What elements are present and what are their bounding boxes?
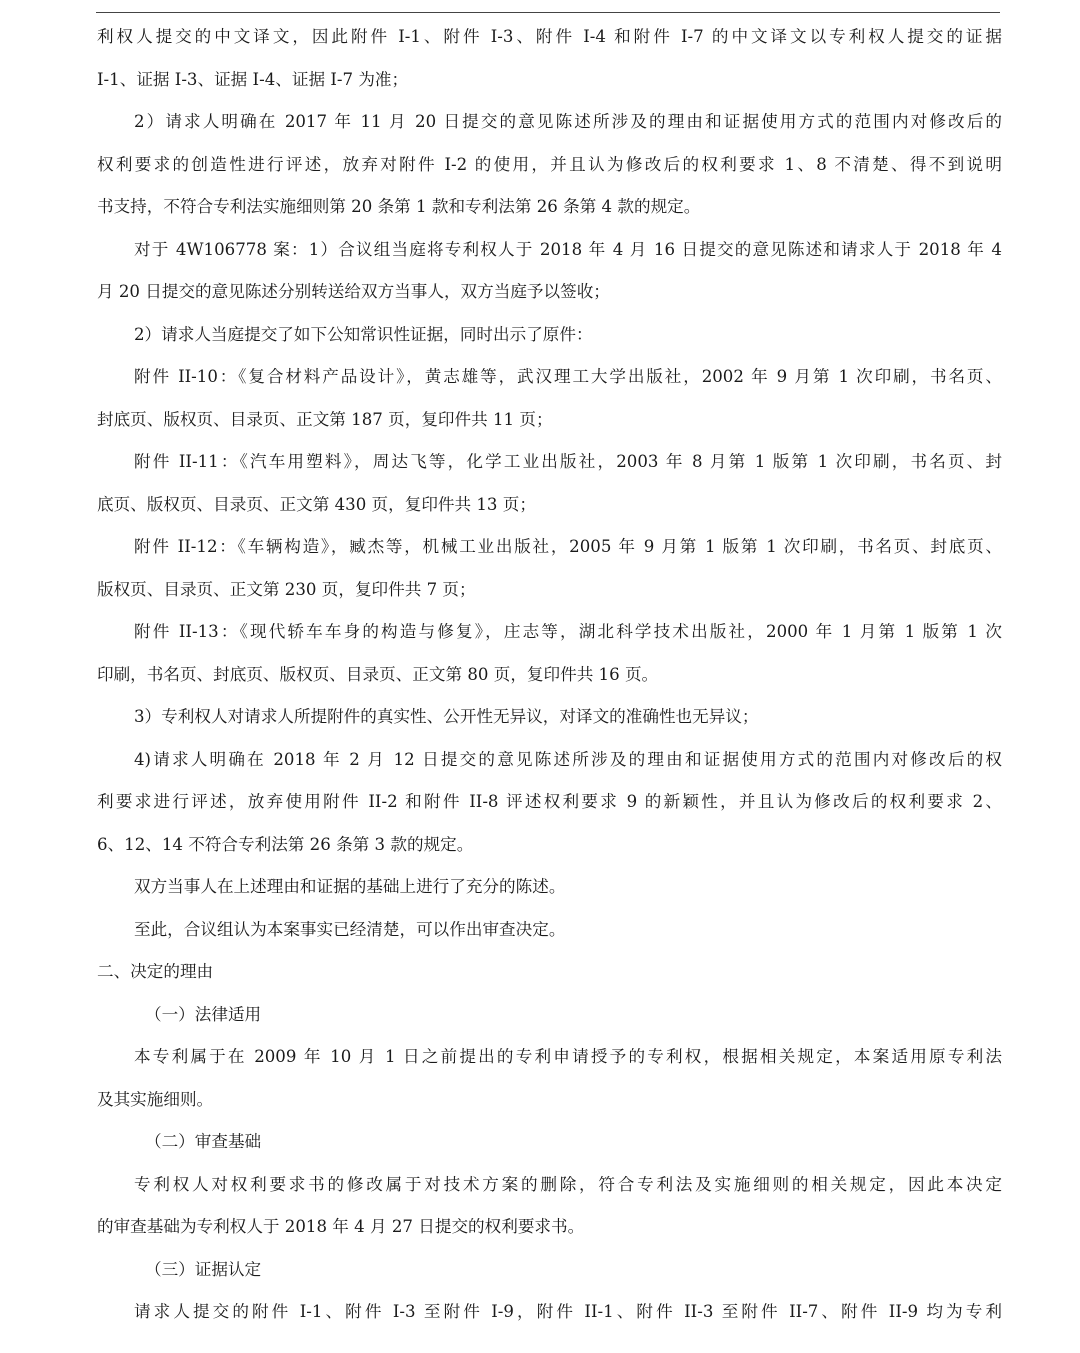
text-line: 附件 II-13：《现代轿车车身的构造与修复》，庄志等，湖北科学技术出版社，2000 年 1 月第 1 版第 1 次 xyxy=(134,622,1002,641)
text-line: 对于 4W106778 案：1）合议组当庭将专利权人于 2018 年 4 月 16 日提交的意见陈述和请求人于 2018 年 4 xyxy=(134,239,1002,259)
text-line: 附件 II-10：《复合材料产品设计》，黄志雄等，武汉理工大学出版社，2002 年 9 月第 1 次印刷，书名页、 xyxy=(134,367,1002,386)
text-line: 月 20 日提交的意见陈述分别转送给双方当事人，双方当庭予以签收； xyxy=(97,282,610,301)
document-page xyxy=(97,16,1002,1334)
subsection-heading: （一）法律适用 xyxy=(145,1004,262,1024)
text-line: 3）专利权人对请求人所提附件的真实性、公开性无异议，对译文的准确性也无异议； xyxy=(134,707,759,726)
subsection-heading: （二）审查基础 xyxy=(145,1132,262,1151)
text-line: 书支持，不符合专利法实施细则第 20 条第 1 款和专利法第 26 条第 4 款的规定。 xyxy=(97,197,701,216)
text-line: 2）请求人明确在 2017 年 11 月 20 日提交的意见陈述所涉及的理由和证据使用方式的范围内对修改后的 xyxy=(134,112,1002,131)
text-line: 底页、版权页、目录页、正文第 430 页，复印件共 13 页； xyxy=(97,494,536,514)
text-line: 版权页、目录页、正文第 230 页，复印件共 7 页； xyxy=(97,579,476,599)
text-line: 附件 II-11：《汽车用塑料》，周达飞等，化学工业出版社，2003 年 8 月第 1 版第 1 次印刷，书名页、封 xyxy=(134,452,1002,471)
text-line: 4)请求人明确在 2018 年 2 月 12 日提交的意见陈述所涉及的理由和证据使用方式的范围内对修改后的权 xyxy=(134,749,1002,769)
text-line: 6、12、14 不符合专利法第 26 条第 3 款的规定。 xyxy=(97,834,474,854)
section-heading: 二、决定的理由 xyxy=(97,962,214,981)
header-rule xyxy=(96,12,1000,13)
text-line: 本专利属于在 2009 年 10 月 1 日之前提出的专利申请授予的专利权，根据相关规定，本案适用原专利法 xyxy=(134,1047,1002,1066)
text-line: 至此，合议组认为本案事实已经清楚，可以作出审查决定。 xyxy=(134,919,566,939)
text-line: 2）请求人当庭提交了如下公知常识性证据，同时出示了原件： xyxy=(134,324,593,344)
text-line: 印刷，书名页、封底页、版权页、目录页、正文第 80 页，复印件共 16 页。 xyxy=(97,664,659,684)
subsection-heading: （三）证据认定 xyxy=(145,1259,262,1279)
text-line: 利权人提交的中文译文，因此附件 I-1、附件 I-3、附件 I-4 和附件 I-7 的中文译文以专利权人提交的证据 xyxy=(97,27,1002,46)
text-line: 双方当事人在上述理由和证据的基础上进行了充分的陈述。 xyxy=(134,877,566,896)
text-line: 附件 II-12：《车辆构造》，臧杰等，机械工业出版社，2005 年 9 月第 1 版第 1 次印刷，书名页、封底页、 xyxy=(134,537,1002,556)
text-line: 专利权人对权利要求书的修改属于对技术方案的删除，符合专利法及实施细则的相关规定，因此本决定 xyxy=(134,1174,1002,1194)
text-line: 的审查基础为专利权人于 2018 年 4 月 27 日提交的权利要求书。 xyxy=(97,1217,585,1236)
text-line: 封底页、版权页、目录页、正文第 187 页，复印件共 11 页； xyxy=(97,409,553,429)
text-line: 请求人提交的附件 I-1、附件 I-3 至附件 I-9，附件 II-1、附件 II-3 至附件 II-7、附件 II-9 均为专利 xyxy=(134,1302,1002,1321)
text-line: 利要求进行评述，放弃使用附件 II-2 和附件 II-8 评述权利要求 9 的新颖性，并且认为修改后的权利要求 2、 xyxy=(97,792,1002,811)
text-line: I-1、证据 I-3、证据 I-4、证据 I-7 为准； xyxy=(97,69,409,89)
text-line: 权利要求的创造性进行评述，放弃对附件 I-2 的使用，并且认为修改后的权利要求 1、8 不清楚、得不到说明 xyxy=(97,154,1002,174)
text-line: 及其实施细则。 xyxy=(97,1089,214,1109)
